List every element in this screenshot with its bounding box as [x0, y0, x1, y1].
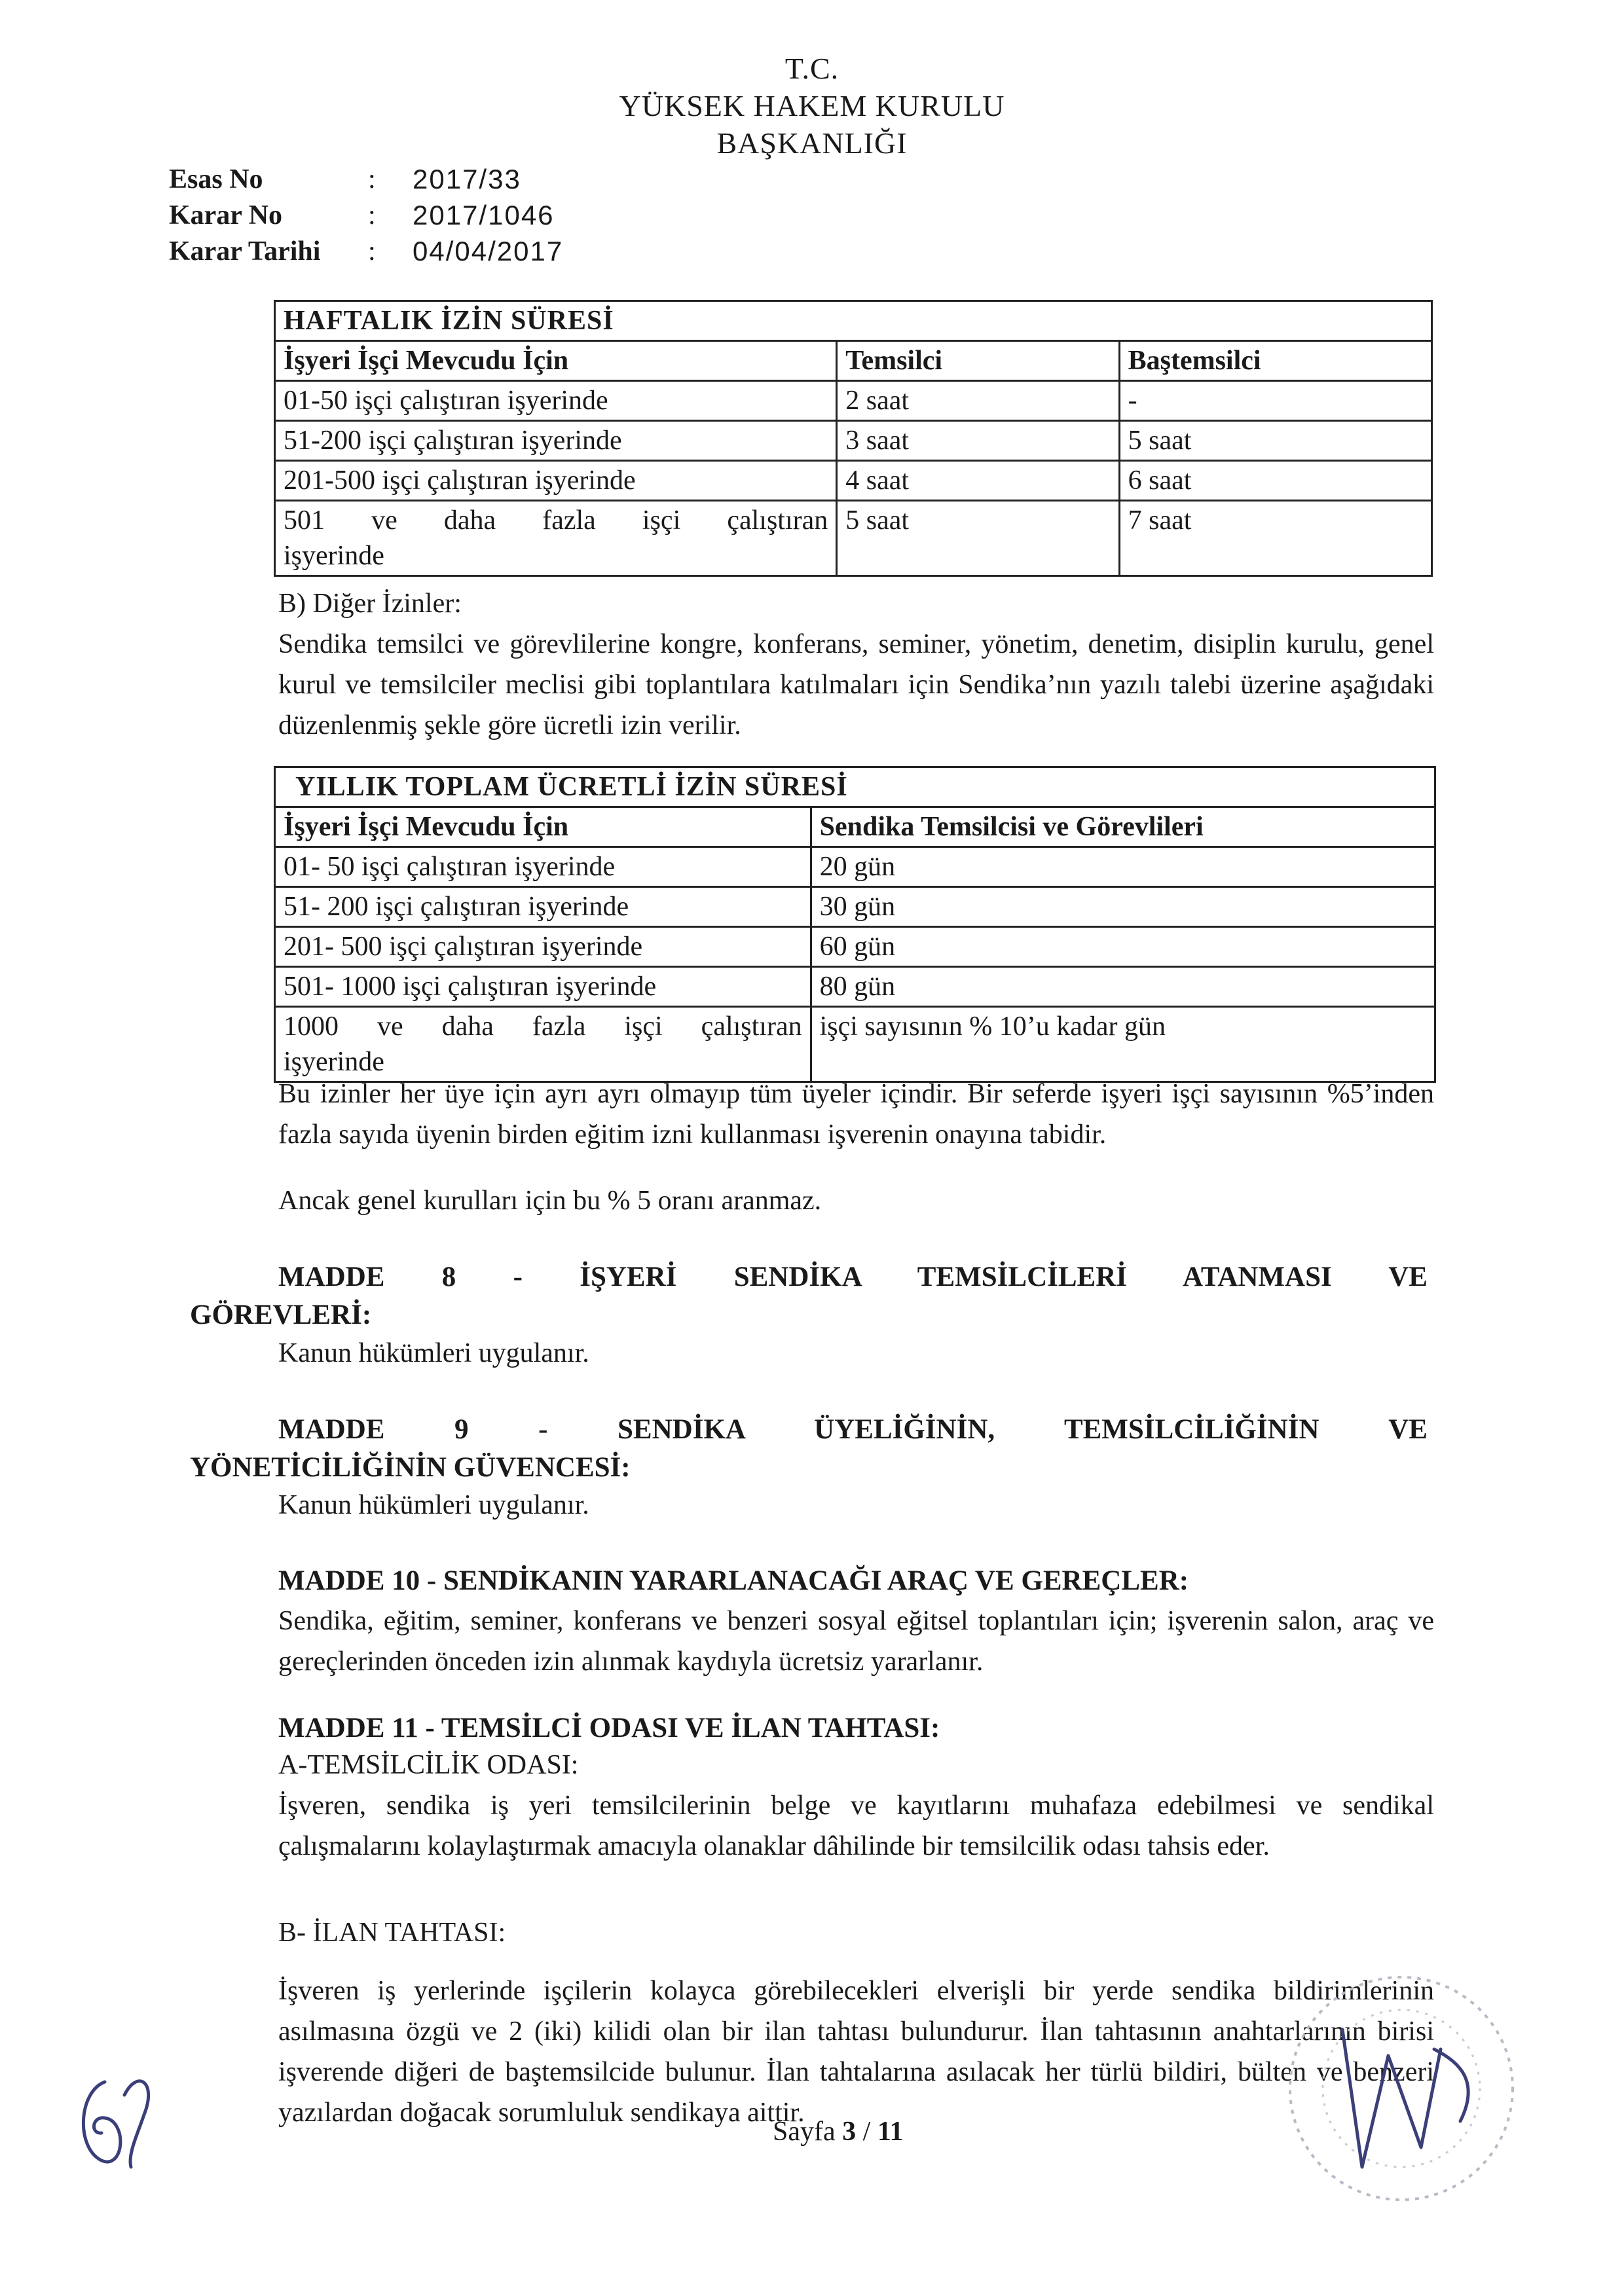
table-cell: 201- 500 işçi çalıştıran işyerinde: [275, 927, 811, 967]
meta-value: 2017/33: [413, 164, 521, 194]
table-cell: 6 saat: [1119, 461, 1431, 501]
leave-note-paragraph: Bu izinler her üye için ayrı ayrı olmayıp tüm üyeler içindir. Bir seferde işyeri işçi sayısının %5’inden fazla sayıda üyenin birden eğitim izni kullanması işverenin onayına tabidir.: [278, 1079, 1434, 1150]
header-institution: YÜKSEK HAKEM KURULU: [619, 89, 1005, 122]
article-heading-line: MADDE 8 - İŞYERİ SENDİKA TEMSİLCİLERİ ATANMASI VE: [278, 1262, 1428, 1292]
meta-value: 04/04/2017: [413, 236, 564, 266]
section-b-text: [190, 624, 1434, 746]
table-cell: 30 gün: [811, 887, 1435, 927]
article-9-text: Kanun hükümleri uygulanır.: [278, 1490, 589, 1520]
meta-colon: :: [368, 236, 376, 266]
article-8-text: Kanun hükümleri uygulanır.: [278, 1338, 589, 1368]
table-cell: 01- 50 işçi çalıştıran işyerinde: [275, 847, 811, 887]
section-b-paragraph: Sendika temsilci ve görevlilerine kongre, konferans, seminer, yönetim, denetim, disiplin kurulu, genel kurul ve temsilciler meclisi gibi toplantılara katılmaları için Sendika’nın yazılı talebi üzerine aşağıdaki düzenlenmiş şekle göre ücretli izin verilir.: [278, 629, 1434, 740]
article-8-heading: [190, 1258, 1428, 1334]
meta-label: Karar Tarihi: [169, 236, 321, 266]
table-cell: 51-200 işçi çalıştıran işyerinde: [275, 421, 837, 461]
table-row: [275, 501, 1432, 576]
table-header-row: [275, 807, 1435, 847]
table-row: [275, 967, 1435, 1007]
table-cell: işçi sayısının % 10’u kadar gün: [811, 1007, 1435, 1082]
article-heading-line: MADDE 9 - SENDİKA ÜYELİĞİNİN, TEMSİLCİLİĞİNİN VE: [278, 1414, 1428, 1445]
meta-colon: :: [368, 164, 376, 194]
table-cell: 20 gün: [811, 847, 1435, 887]
table-cell: 4 saat: [837, 461, 1119, 501]
table-cell: 51- 200 işçi çalıştıran işyerinde: [275, 887, 811, 927]
table-cell: 201-500 işçi çalıştıran işyerinde: [275, 461, 837, 501]
meta-row-tarih: [0, 236, 1624, 275]
article-10-paragraph: Sendika, eğitim, seminer, konferans ve benzeri sosyal eğitsel toplantıları için; işverenin salon, araç ve gereçlerinden önceden izin alınmak kaydıyla ücretsiz yararlanır.: [278, 1606, 1434, 1677]
table-cell-line: 1000 ve daha fazla işçi çalıştıran: [284, 1011, 802, 1042]
page-sep: /: [856, 2117, 877, 2147]
table-cell: [275, 501, 837, 576]
article-10-text: [190, 1601, 1434, 1682]
table-header-cell: İşyeri İşçi Mevcudu İçin: [275, 341, 837, 381]
table-row: [275, 381, 1432, 421]
table-header-cell: Temsilci: [837, 341, 1119, 381]
signature-stroke: [1342, 2030, 1468, 2167]
official-stamp: [1264, 1951, 1539, 2226]
table-cell-line: 501 ve daha fazla işçi çalıştıran: [284, 505, 828, 536]
article-11-b-title: B- İLAN TAHTASI:: [278, 1918, 506, 1948]
table-cell: 3 saat: [837, 421, 1119, 461]
table-cell: 60 gün: [811, 927, 1435, 967]
table-header-cell: Baştemsilci: [1119, 341, 1431, 381]
table-row: [275, 1007, 1435, 1082]
article-heading-line: GÖREVLERİ:: [190, 1300, 372, 1330]
page-current: 3: [842, 2117, 857, 2147]
table-cell: -: [1119, 381, 1431, 421]
table-title: YILLIK TOPLAM ÜCRETLİ İZİN SÜRESİ: [275, 767, 1435, 807]
table-cell: 5 saat: [1119, 421, 1431, 461]
table-row: [275, 927, 1435, 967]
page-prefix: Sayfa: [773, 2117, 843, 2147]
annual-leave-table: [274, 766, 1436, 1083]
weekly-leave-table: [274, 300, 1433, 577]
meta-label: Karar No: [169, 200, 283, 230]
table-row: [275, 461, 1432, 501]
meta-row-esas: [0, 164, 1624, 203]
table-row: [275, 847, 1435, 887]
meta-row-karar: [0, 200, 1624, 239]
table-row: [275, 421, 1432, 461]
leave-note: [190, 1074, 1434, 1155]
table-cell: 80 gün: [811, 967, 1435, 1007]
table-cell: 2 saat: [837, 381, 1119, 421]
handwritten-initials: [65, 2056, 164, 2174]
article-11-heading: MADDE 11 - TEMSİLCİ ODASI VE İLAN TAHTASI:: [278, 1713, 940, 1743]
table-cell-line: işyerinde: [284, 1047, 384, 1077]
table-header-cell: Sendika Temsilcisi ve Görevlileri: [811, 807, 1435, 847]
table-title: HAFTALIK İZİN SÜRESİ: [275, 301, 1432, 341]
table-header-row: [275, 341, 1432, 381]
article-11-a-text: [190, 1785, 1434, 1867]
table-cell: 501- 1000 işçi çalıştıran işyerinde: [275, 967, 811, 1007]
article-11-b-text: [190, 1971, 1434, 2133]
table-cell: 7 saat: [1119, 501, 1431, 576]
article-11-b-paragraph: İşveren iş yerlerinde işçilerin kolayca görebilecekleri elverişli bir yerde sendika bildirimlerinin asılmasına özgü ve 2 (iki) kilidi olan bir ilan tahtası bulundurur. İlan tahtasının anahtarlarının birisi işverende diğeri de baştemsilcide bulunur. İlan tahtalarına asılacak her türlü bildiri, bülten ve benzeri yazılardan doğacak sorumluluk sendikaya aittir.: [278, 1976, 1434, 2128]
table-cell-line: işyerinde: [284, 541, 384, 571]
article-11-a-paragraph: İşveren, sendika iş yeri temsilcilerinin belge ve kayıtlarını muhafaza edebilmesi ve sendikal çalışmalarını kolaylaştırmak amacıyla olanaklar dâhilinde bir temsilcilik odası tahsis eder.: [278, 1791, 1434, 1861]
meta-value: 2017/1046: [413, 200, 555, 230]
table-cell: [275, 1007, 811, 1082]
header-department: BAŞKANLIĞI: [716, 126, 908, 160]
meta-label: Esas No: [169, 164, 263, 194]
article-heading-line: YÖNETİCİLİĞİNİN GÜVENCESİ:: [190, 1452, 631, 1483]
article-9-heading: [190, 1411, 1428, 1487]
header-tc: T.C.: [784, 52, 840, 85]
meta-colon: :: [368, 200, 376, 230]
page-number: [773, 2116, 904, 2147]
table-header-cell: İşyeri İşçi Mevcudu İçin: [275, 807, 811, 847]
table-cell: 5 saat: [837, 501, 1119, 576]
general-assembly-note: Ancak genel kurulları için bu % 5 oranı aranmaz.: [278, 1186, 822, 1216]
page-total: 11: [877, 2117, 904, 2147]
table-cell: 01-50 işçi çalıştıran işyerinde: [275, 381, 837, 421]
table-row: [275, 887, 1435, 927]
article-11-a-title: A-TEMSİLCİLİK ODASI:: [278, 1750, 579, 1780]
section-b-title: B) Diğer İzinler:: [278, 589, 462, 619]
article-10-heading: MADDE 10 - SENDİKANIN YARARLANACAĞI ARAÇ VE GEREÇLER:: [278, 1565, 1189, 1596]
